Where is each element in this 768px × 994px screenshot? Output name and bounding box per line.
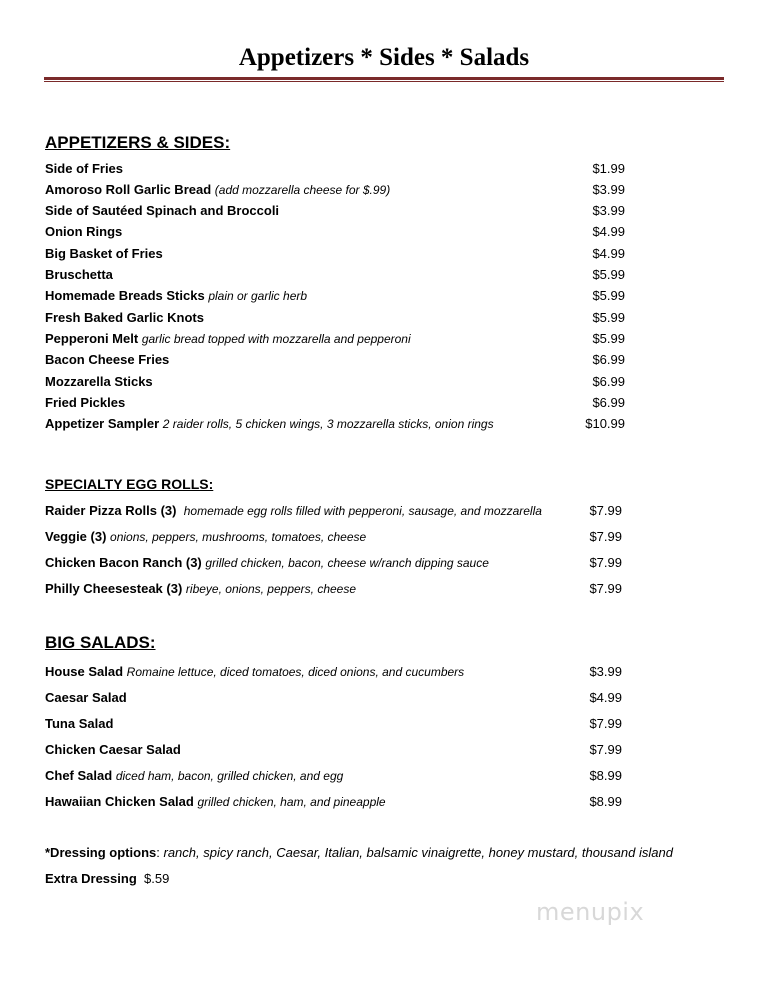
menu-item: Chicken Caesar Salad — [45, 742, 181, 757]
menu-item-price: $7.99 — [589, 503, 622, 518]
menu-item-price: $6.99 — [592, 352, 625, 367]
menu-item-price: $4.99 — [589, 690, 622, 705]
page-title: Appetizers * Sides * Salads — [238, 44, 530, 71]
menu-item: Tuna Salad — [45, 716, 114, 731]
menu-item: Raider Pizza Rolls (3) homemade egg rolls filled with pepperoni, sausage, and mozzarella — [45, 503, 542, 518]
menu-item-price: $7.99 — [589, 529, 622, 544]
menu-item-price: $8.99 — [589, 768, 622, 783]
menu-item-price: $3.99 — [592, 203, 625, 218]
menu-item: House Salad Romaine lettuce, diced tomatoes, diced onions, and cucumbers — [45, 664, 465, 679]
title-divider — [44, 77, 724, 80]
menu-item-price: $6.99 — [592, 374, 625, 389]
extra-dressing: Extra Dressing $.59 — [45, 871, 170, 886]
menu-item: Bacon Cheese Fries — [45, 352, 170, 367]
menu-item-price: $10.99 — [585, 416, 625, 431]
menu-item: Pepperoni Melt garlic bread topped with mozzarella and pepperoni — [45, 331, 411, 346]
menu-item-price: $5.99 — [592, 288, 625, 303]
menu-item-price: $4.99 — [592, 224, 625, 239]
watermark: menupix — [536, 898, 645, 926]
menu-item: Appetizer Sampler 2 raider rolls, 5 chicken wings, 3 mozzarella sticks, onion rings — [45, 416, 494, 431]
appetizers-heading: APPETIZERS & SIDES: — [45, 133, 231, 152]
menu-item: Big Basket of Fries — [45, 246, 163, 261]
menu-item-price: $7.99 — [589, 742, 622, 757]
menu-item: Mozzarella Sticks — [45, 374, 153, 389]
menu-item-price: $7.99 — [589, 555, 622, 570]
salads-heading: BIG SALADS: — [45, 633, 156, 652]
menu-item: Amoroso Roll Garlic Bread (add mozzarella cheese for $.99) — [45, 182, 391, 197]
menu-item: Homemade Breads Sticks plain or garlic herb — [45, 288, 308, 303]
menu-item: Bruschetta — [45, 267, 113, 282]
menu-item-price: $4.99 — [592, 246, 625, 261]
menu-item-price: $8.99 — [589, 794, 622, 809]
menu-item: Caesar Salad — [45, 690, 127, 705]
menu-item-price: $1.99 — [592, 161, 625, 176]
menu-item: Hawaiian Chicken Salad grilled chicken, ham, and pineapple — [45, 794, 386, 809]
menu-item: Onion Rings — [45, 224, 123, 239]
menu-item-price: $5.99 — [592, 310, 625, 325]
menu-item: Veggie (3) onions, peppers, mushrooms, tomatoes, cheese — [45, 529, 367, 544]
menu-item: Side of Fries — [45, 161, 124, 176]
menu-item-price: $3.99 — [592, 182, 625, 197]
title-divider-thin — [44, 81, 724, 82]
menu-item-price: $5.99 — [592, 267, 625, 282]
dressing-options: *Dressing options: ranch, spicy ranch, Caesar, Italian, balsamic vinaigrette, honey mustard, thousand island — [45, 845, 673, 860]
menu-item-price: $3.99 — [589, 664, 622, 679]
menu-item-price: $7.99 — [589, 716, 622, 731]
menu-item: Chicken Bacon Ranch (3) grilled chicken, bacon, cheese w/ranch dipping sauce — [45, 555, 489, 570]
menu-item-price: $7.99 — [589, 581, 622, 596]
menu-item: Side of Sautéed Spinach and Broccoli — [45, 203, 280, 218]
menu-item: Fried Pickles — [45, 395, 126, 410]
egg-rolls-heading: SPECIALTY EGG ROLLS: — [45, 476, 214, 492]
menu-item-price: $5.99 — [592, 331, 625, 346]
menu-item: Fresh Baked Garlic Knots — [45, 310, 204, 325]
menu-item: Chef Salad diced ham, bacon, grilled chicken, and egg — [45, 768, 344, 783]
menu-item-price: $6.99 — [592, 395, 625, 410]
menu-item: Philly Cheesesteak (3) ribeye, onions, peppers, cheese — [45, 581, 357, 596]
